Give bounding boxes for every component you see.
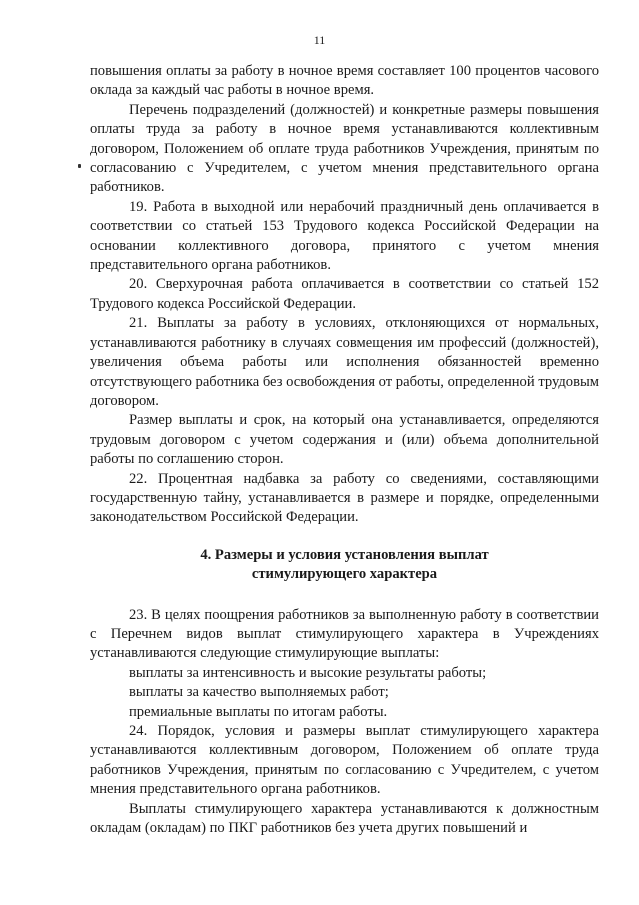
section-3-continuation [90, 62, 599, 528]
list-item: выплаты за качество выполняемых работ; [129, 684, 389, 701]
list-item: премиальные выплаты по итогам работы. [129, 703, 388, 720]
document-body [90, 62, 599, 838]
paragraph: повышения оплаты за работу в ночное время составляет 100 процентов часового оклада за каждый час работы в ночное время. [90, 63, 599, 99]
paragraph: 22. Процентная надбавка за работу со сведениями, составляющими государственную тайну, устанавливается в размере и порядке, определенными законодательством Российской Федерации. [90, 470, 599, 526]
paragraph: Выплаты стимулирующего характера устанавливаются к должностным окладам (окладам) по ПКГ работников без учета других повышений и [90, 800, 599, 837]
paragraph: 19. Работа в выходной или нерабочий праздничный день оплачивается в соответствии со статьей 153 Трудового кодекса Российской Федерации на основании коллективного договора, принятого с учетом мнения представительного органа работников. [90, 198, 599, 274]
section-heading-line-1: 4. Размеры и условия установления выплат [200, 546, 489, 563]
section-heading [90, 546, 599, 585]
paragraph: 23. В целях поощрения работников за выполненную работу в соответствии с Перечнем видов выплат стимулирующего характера в Учреждениях устанавливаются следующие стимулирующие выплаты: [90, 606, 599, 662]
section-heading-line-2: стимулирующего характера [251, 566, 438, 583]
list-item: выплаты за интенсивность и высокие результаты работы; [129, 664, 487, 681]
paragraph: 20. Сверхурочная работа оплачивается в соответствии со статьей 152 Трудового кодекса Российской Федерации. [90, 276, 599, 312]
paragraph: Перечень подразделений (должностей) и конкретные размеры повышения оплаты труда за работу в ночное время устанавливаются коллективным договором, Положением об оплате труда работников Учреждения, принятым по согласованию с Учредителем, с учетом мнения представительного органа работников. [90, 101, 599, 196]
scan-mark [78, 164, 81, 168]
paragraph: 21. Выплаты за работу в условиях, отклоняющихся от нормальных, устанавливаются работнику в случаях совмещения им профессий (должностей), увеличения объема работы или исполнения обязанностей временно отсутствующего работника без освобождения от работы, определенной трудовым договором. [90, 315, 600, 409]
paragraph: 24. Порядок, условия и размеры выплат стимулирующего характера устанавливаются коллективным договором, Положением об оплате труда работников Учреждения, принятым по согласованию с Учредителем, с учетом мнения представительного органа работников. [90, 723, 599, 798]
paragraph: Размер выплаты и срок, на который она устанавливается, определяются трудовым договором с учетом содержания и (или) объема дополнительной работы по соглашению сторон. [90, 412, 599, 468]
page-number: 11 [313, 33, 326, 47]
section-4-body [90, 606, 599, 839]
